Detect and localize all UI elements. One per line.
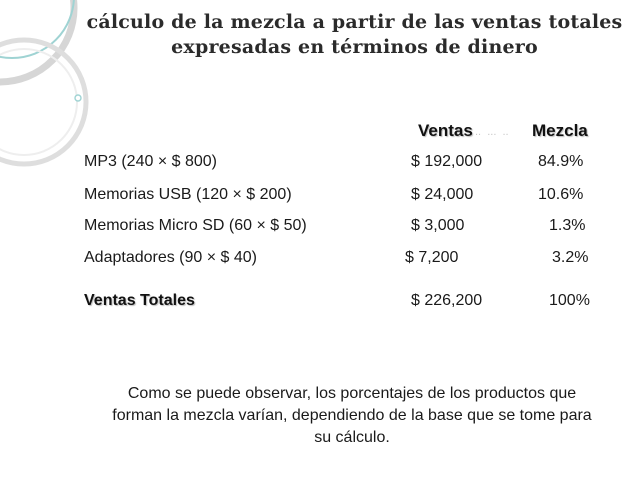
- title-line-1: cálculo de la mezcla a partir de las ventas totales: [86, 11, 623, 33]
- row-3-mezcla: 1.3%: [549, 217, 586, 234]
- row-2-product: Memorias USB (120 × $ 200): [84, 186, 292, 203]
- title-line-2: expresadas en términos de dinero: [171, 36, 538, 58]
- row-2-ventas: $ 24,000: [411, 186, 474, 203]
- footnote-line-1: Como se puede observar, los porcentajes de los productos que: [127, 385, 577, 402]
- row-4-ventas: $ 7,200: [405, 249, 459, 266]
- header-ventas: Ventas: [418, 121, 473, 140]
- row-4-mezcla: 3.2%: [552, 249, 589, 266]
- footnote: [78, 383, 626, 449]
- row-4-product: Adaptadores (90 × $ 40): [84, 249, 258, 266]
- header-dots: .. ... ..: [475, 126, 509, 138]
- row-1-mezcla: 84.9%: [538, 153, 584, 170]
- row-1-product: MP3 (240 × $ 800): [84, 153, 217, 170]
- total-ventas: $ 226,200: [411, 292, 483, 309]
- row-3-ventas: $ 3,000: [411, 217, 465, 234]
- header-mezcla: Mezcla: [532, 121, 588, 140]
- row-1-ventas: $ 192,000: [411, 153, 483, 170]
- total-label: Ventas Totales: [84, 292, 195, 309]
- decor-ring-inner: [0, 49, 77, 155]
- row-3-product: Memorias Micro SD (60 × $ 50): [84, 217, 307, 234]
- footnote-line-2: forman la mezcla varían, dependiendo de la base que se tome para: [112, 407, 592, 424]
- decor-dot-small: [75, 95, 81, 101]
- total-mezcla: 100%: [549, 292, 590, 309]
- slide-title: [82, 10, 627, 60]
- footnote-line-3: su cálculo.: [314, 429, 390, 446]
- row-2-mezcla: 10.6%: [538, 186, 584, 203]
